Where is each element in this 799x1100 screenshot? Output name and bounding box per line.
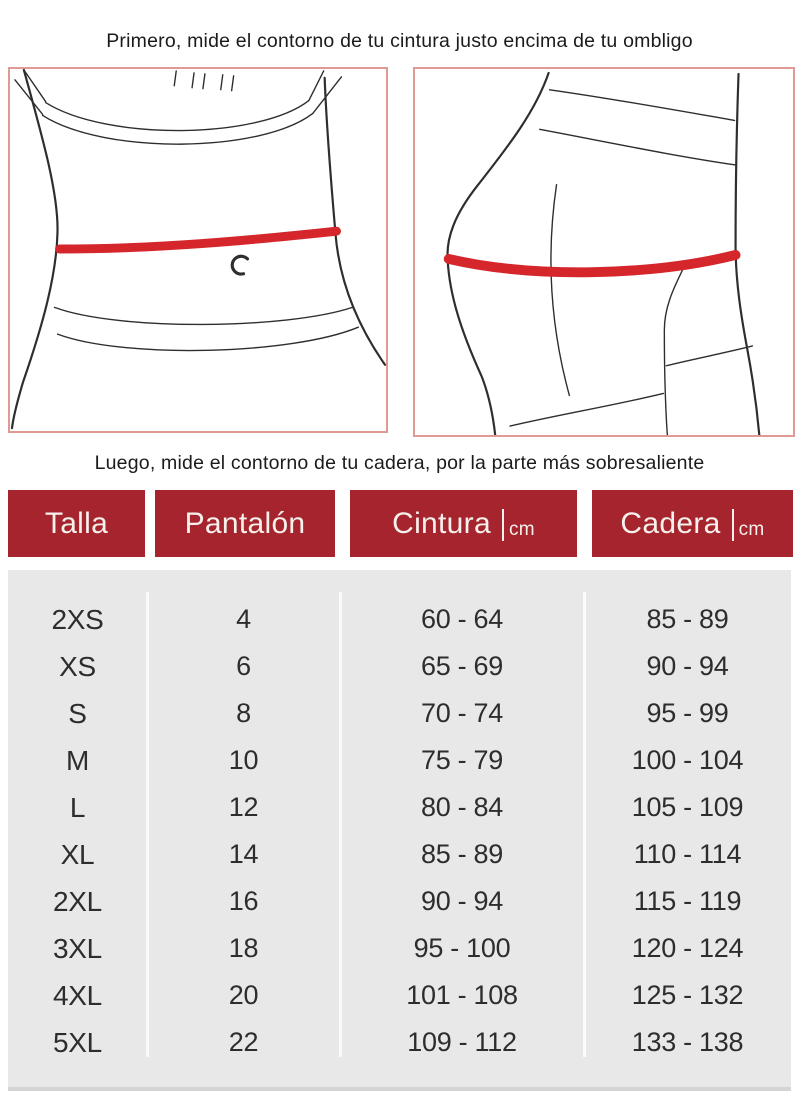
cadera-cell: 120 - 124	[631, 933, 744, 963]
column-header-talla	[8, 490, 145, 557]
buttock-contour	[447, 73, 548, 435]
cintura-cell: 65 - 69	[421, 651, 503, 681]
table-row	[8, 878, 791, 925]
waist-measure-band	[59, 231, 336, 249]
pantalon-cell: 4	[236, 604, 251, 634]
talla-cell: 5XL	[53, 1026, 102, 1058]
front-torso-illustration	[10, 69, 386, 431]
cintura-cell: 70 - 74	[421, 698, 503, 728]
talla-cell: 4XL	[53, 979, 102, 1011]
header-label: Cadera	[620, 506, 721, 540]
side-hip-illustration	[415, 69, 793, 435]
header-label: Talla	[44, 506, 109, 540]
table-row	[8, 690, 791, 737]
talla-cell: 2XL	[53, 885, 102, 917]
table-row	[8, 784, 791, 831]
navel	[232, 256, 247, 274]
cadera-cell: 125 - 132	[631, 980, 744, 1010]
pantalon-cell: 18	[228, 933, 259, 963]
left-body-contour	[12, 70, 58, 428]
bra-hook-marks	[174, 71, 233, 91]
cintura-cell: 80 - 84	[421, 792, 503, 822]
unit-label: cm	[508, 518, 535, 540]
table-row	[8, 737, 791, 784]
bra-straps	[15, 70, 342, 115]
cintura-cell: 109 - 112	[407, 1027, 517, 1057]
talla-cell: L	[69, 791, 86, 823]
pantalon-cell: 10	[228, 745, 259, 775]
cadera-cell: 100 - 104	[631, 745, 744, 775]
unit-label: cm	[738, 518, 765, 540]
cadera-cell: 85 - 89	[646, 604, 729, 634]
cintura-cell: 60 - 64	[421, 604, 503, 634]
pantalon-cell: 12	[228, 792, 259, 822]
table-row	[8, 1019, 791, 1066]
cintura-cell: 90 - 94	[421, 886, 503, 916]
waist-measurement-figure	[8, 67, 388, 433]
thigh-crease	[551, 185, 569, 396]
cadera-cell: 133 - 138	[631, 1027, 744, 1057]
unit-divider-bar	[502, 509, 504, 541]
talla-cell: XS	[59, 650, 96, 682]
table-row	[8, 972, 791, 1019]
right-body-contour	[325, 78, 385, 365]
talla-cell: 3XL	[53, 932, 102, 964]
table-row	[8, 925, 791, 972]
table-row	[8, 831, 791, 878]
cadera-cell: 115 - 119	[633, 886, 742, 916]
hip-instruction-text: Luego, mide el contorno de tu cadera, por la parte más sobresaliente	[94, 452, 705, 474]
column-header-pantalon	[155, 490, 335, 557]
cintura-cell: 101 - 108	[406, 980, 518, 1010]
cintura-cell: 85 - 89	[421, 839, 503, 869]
size-chart-table	[8, 570, 791, 1091]
column-header-cintura	[350, 490, 577, 557]
talla-cell: 2XS	[51, 603, 104, 635]
header-label: Pantalón	[184, 506, 306, 540]
cadera-cell: 90 - 94	[646, 651, 729, 681]
header-label: Cintura	[392, 506, 491, 540]
talla-cell: XL	[60, 838, 95, 870]
unit-divider-bar	[732, 509, 734, 541]
column-header-cadera	[592, 490, 793, 557]
hip-measurement-figure	[413, 67, 795, 437]
pantalon-cell: 22	[228, 1027, 259, 1057]
pantalon-cell: 8	[236, 698, 251, 728]
cadera-cell: 105 - 109	[631, 792, 744, 822]
talla-cell: M	[65, 744, 90, 776]
pantalon-cell: 20	[228, 980, 259, 1010]
pantalon-cell: 6	[236, 651, 251, 681]
pantalon-cell: 14	[228, 839, 259, 869]
hip-measure-band	[449, 255, 736, 272]
table-row	[8, 643, 791, 690]
cadera-cell: 95 - 99	[646, 698, 729, 728]
waist-instruction-text: Primero, mide el contorno de tu cintura justo encima de tu ombligo	[106, 30, 693, 52]
table-row	[8, 596, 791, 643]
talla-cell: S	[68, 697, 87, 729]
cadera-cell: 110 - 114	[633, 839, 742, 869]
pantalon-cell: 16	[228, 886, 259, 916]
cintura-cell: 75 - 79	[421, 745, 503, 775]
cintura-cell: 95 - 100	[413, 933, 511, 963]
